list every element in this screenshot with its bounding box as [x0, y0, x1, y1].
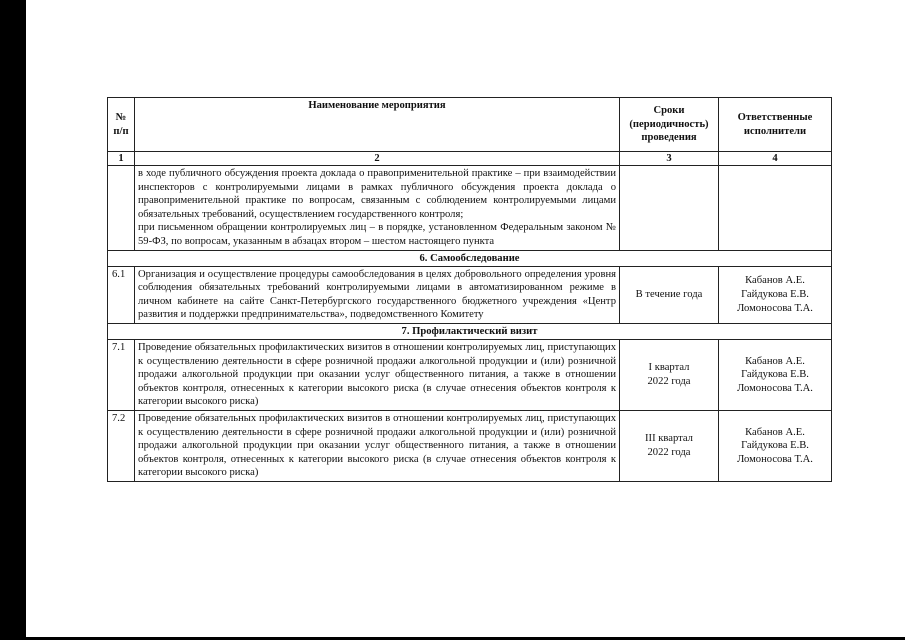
- header-name: Наименование мероприятия: [135, 98, 620, 152]
- row-term: [620, 339, 719, 410]
- column-number: 2: [135, 152, 620, 166]
- row-activity: Проведение обязательных профилактических визитов в отношении контролируемых лиц, приступающих к осуществлению деятельности в сфере розничной продажи алкогольной продукции и (или) розничной продажи алкогольной продукции при оказании услуг общественного питания, а также в отношении объектов контроля, отнесенных к категории высокого риска (в случае отнесения объектов контроля к категории высокого риска): [135, 339, 620, 410]
- column-number: 1: [108, 152, 135, 166]
- table-row: [108, 266, 832, 323]
- header-terms: Сроки (периодичность) проведения: [620, 98, 719, 152]
- continuation-paragraph: при письменном обращении контролируемых лиц – в порядке, установленном Федеральным законом № 59-ФЗ, по вопросам, указанным в абзацах втором – шестом настоящего пункта: [138, 222, 616, 247]
- row-executors: [719, 410, 832, 481]
- table-row: [108, 410, 832, 481]
- term-line: 2022 года: [647, 446, 691, 458]
- term-line: 2022 года: [647, 375, 691, 387]
- executor-name: Гайдукова Е.В.: [741, 369, 809, 381]
- row-term: В течение года: [620, 266, 719, 323]
- continuation-paragraph: в ходе публичного обсуждения проекта доклада о правоприменительной практике – при взаимодействии инспекторов с контролируемыми лицами в рамках публичного обсуждения проекта доклада о правоприменительной практике по вопросам, связанным с соблюдением контролируемыми лицами обязательных требований, осуществлением государственного контроля;: [138, 168, 616, 220]
- column-number: 4: [719, 152, 832, 166]
- section-title: 6. Самообследование: [108, 250, 832, 266]
- term-line: I квартал: [648, 362, 690, 374]
- continuation-executors: [719, 166, 832, 251]
- row-activity: Организация и осуществление процедуры самообследования в целях добровольного определения уровня соблюдения обязательных требований контролируемыми лицами в автоматизированном режиме в личном кабинете на сайте Санкт-Петербургского государственного бюджетного учреждения «Центр развития и поддержки предпринимательства», подведомственного Комитету: [135, 266, 620, 323]
- executor-name: Гайдукова Е.В.: [741, 288, 809, 300]
- continuation-term: [620, 166, 719, 251]
- row-num: 6.1: [108, 266, 135, 323]
- table-row: [108, 339, 832, 410]
- executor-name: Ломоносова Т.А.: [737, 302, 813, 314]
- table-header-row: [108, 98, 832, 152]
- executor-name: Ломоносова Т.А.: [737, 382, 813, 394]
- row-term: [620, 410, 719, 481]
- executor-name: Кабанов А.Е.: [745, 426, 805, 438]
- section-header-row: [108, 250, 832, 266]
- row-activity: Проведение обязательных профилактических визитов в отношении контролируемых лиц, приступающих к осуществлению деятельности в сфере розничной продажи алкогольной продукции и (или) розничной продажи алкогольной продукции при оказании услуг общественного питания, а также в отношении объектов контроля, отнесенных к категории высокого риска (в случае отнесения объектов контроля к категории высокого риска): [135, 410, 620, 481]
- continuation-row: [108, 166, 832, 251]
- row-executors: [719, 266, 832, 323]
- row-executors: [719, 339, 832, 410]
- column-number: 3: [620, 152, 719, 166]
- continuation-num: [108, 166, 135, 251]
- scan-edge-left: [0, 0, 26, 640]
- executor-name: Гайдукова Е.В.: [741, 440, 809, 452]
- header-num: № п/п: [108, 98, 135, 152]
- executor-name: Ломоносова Т.А.: [737, 453, 813, 465]
- header-executors: Ответственные исполнители: [719, 98, 832, 152]
- row-num: 7.2: [108, 410, 135, 481]
- executor-name: Кабанов А.Е.: [745, 355, 805, 367]
- row-num: 7.1: [108, 339, 135, 410]
- executor-name: Кабанов А.Е.: [745, 275, 805, 287]
- column-number-row: [108, 152, 832, 166]
- continuation-text: [135, 166, 620, 251]
- term-line: III квартал: [645, 433, 693, 445]
- section-title: 7. Профилактический визит: [108, 323, 832, 339]
- section-header-row: [108, 323, 832, 339]
- activity-plan-table: [107, 97, 832, 482]
